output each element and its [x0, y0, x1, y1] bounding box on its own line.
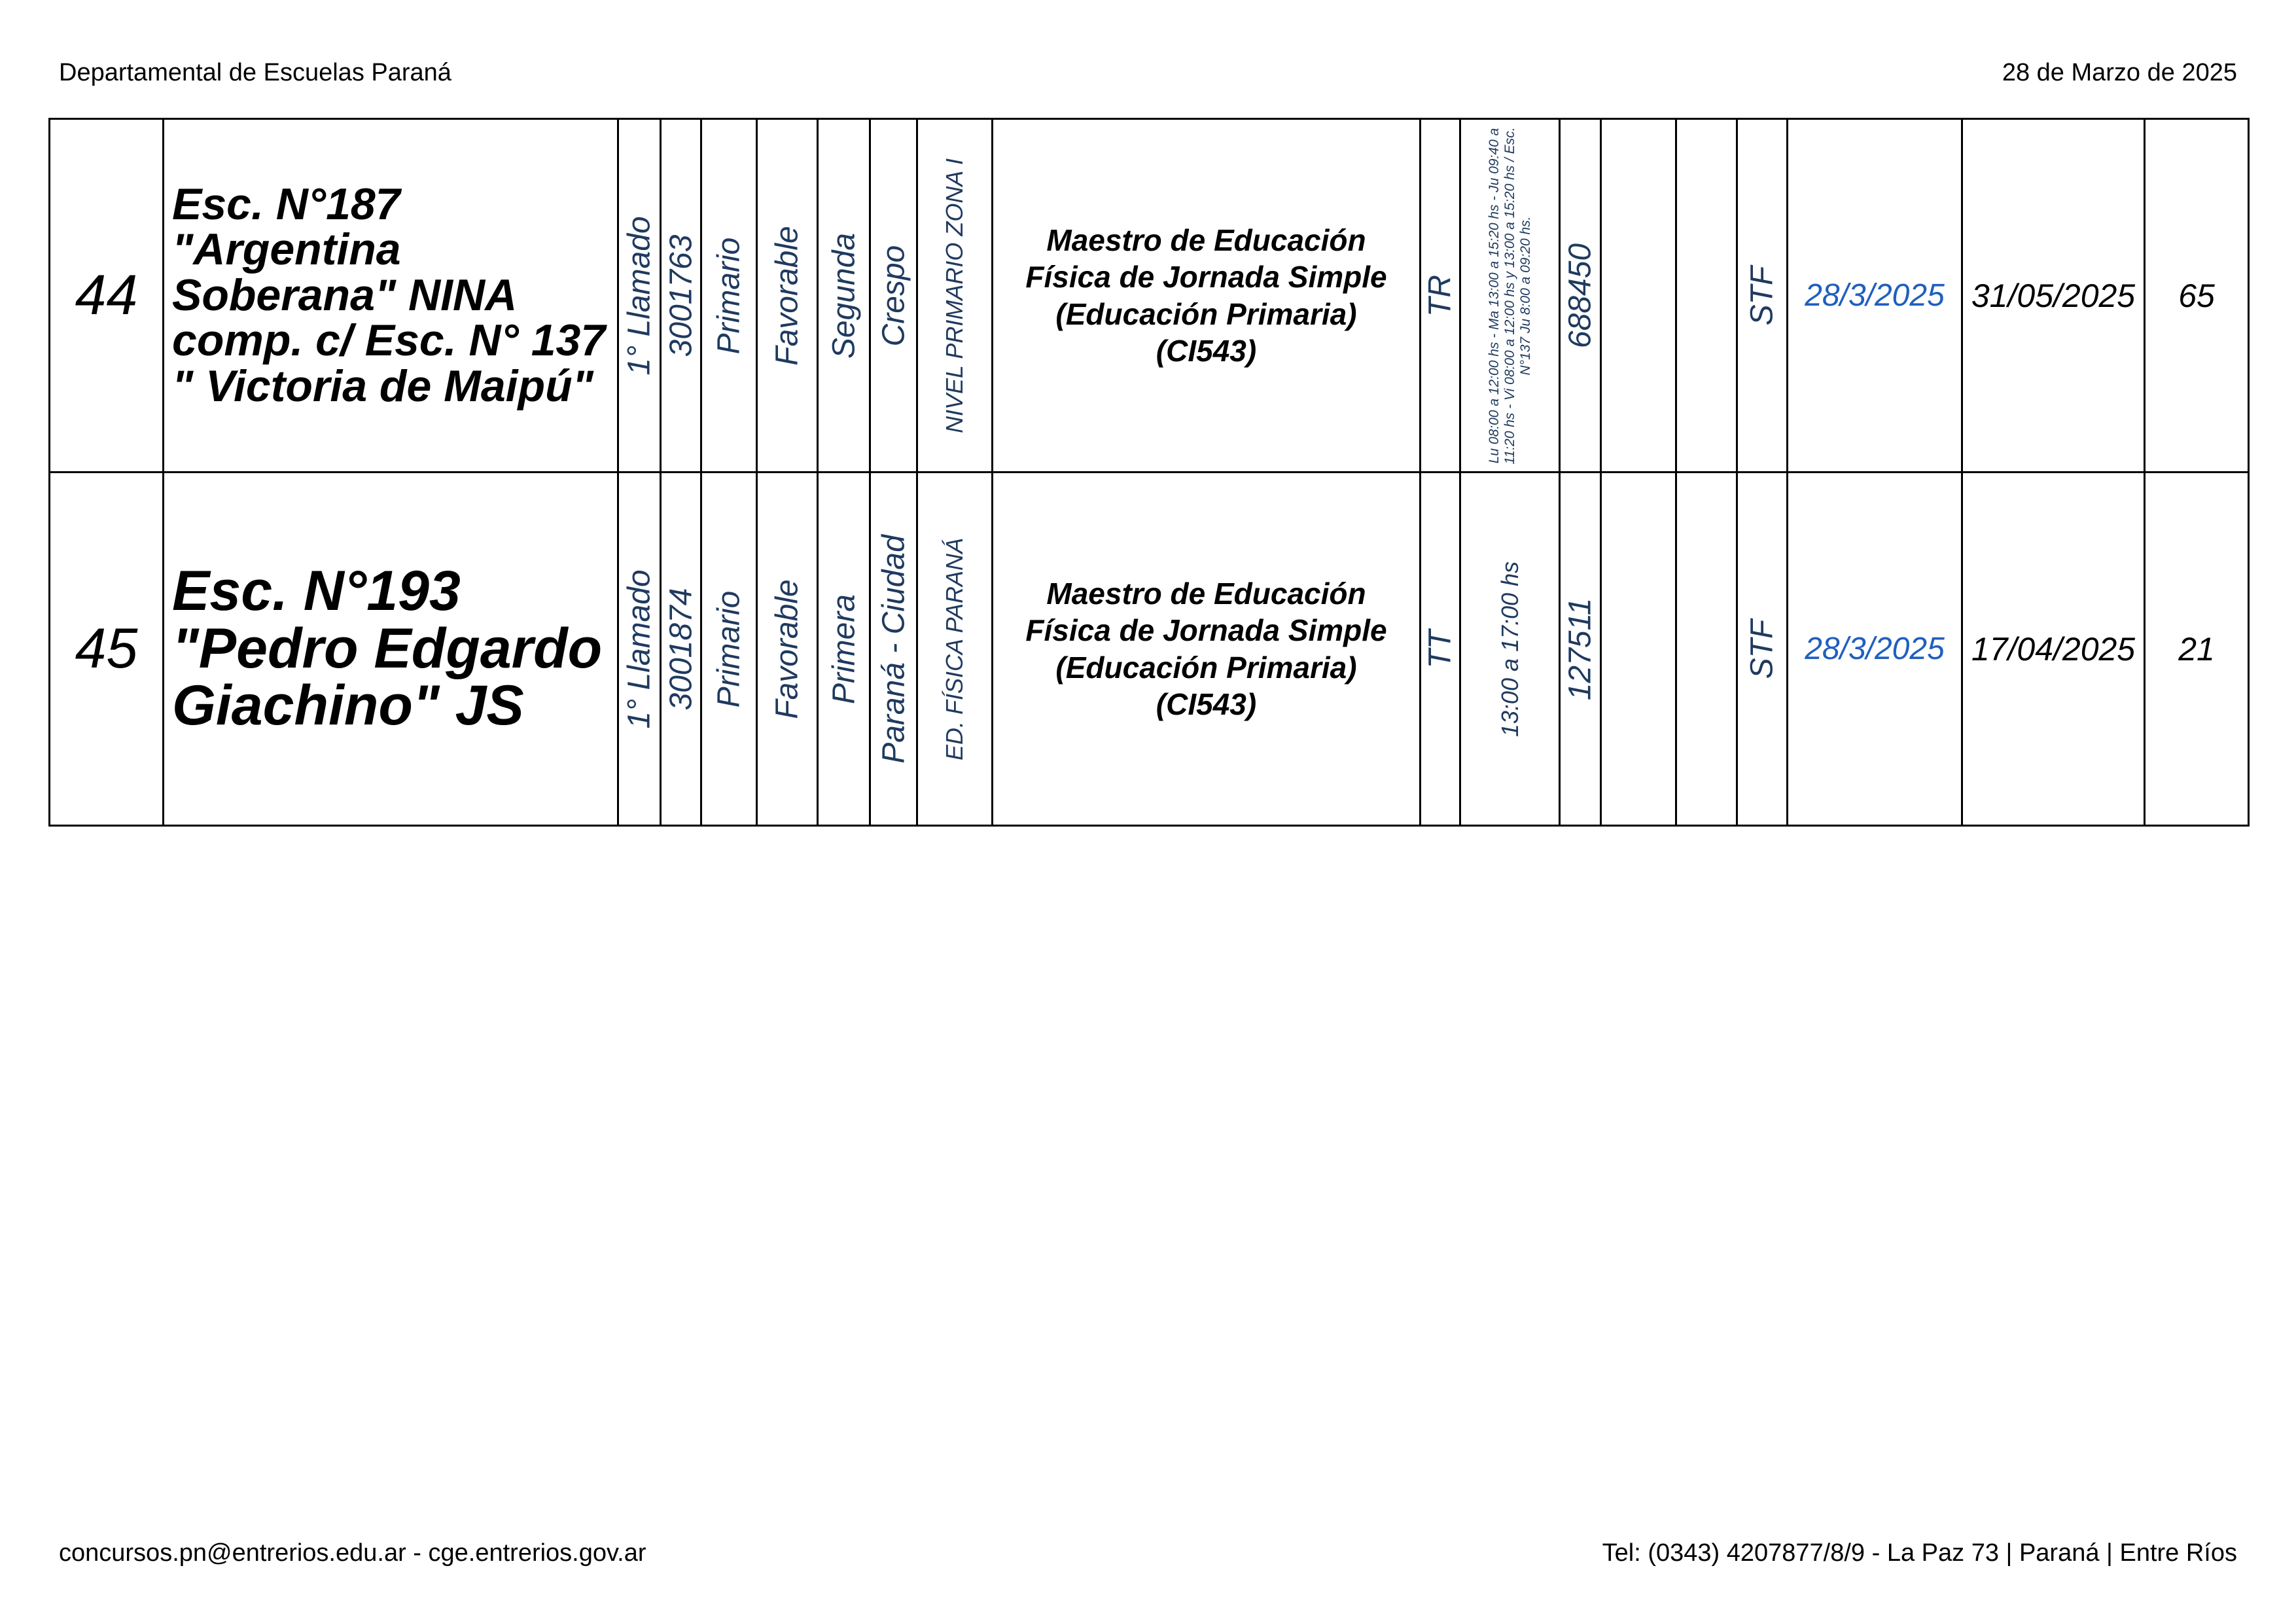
- id-number: 127511: [1563, 597, 1598, 700]
- empty-cell: [1601, 119, 1676, 473]
- zona: Favorable: [769, 579, 805, 719]
- footer-contact: concursos.pn@entrerios.edu.ar - cge.entrerios.gov.ar: [59, 1539, 646, 1567]
- llamado: 1° Llamado: [622, 569, 657, 729]
- cargo: Maestro de Educación Física de Jornada Simple (Educación Primaria) (CI543): [993, 473, 1421, 826]
- zona: Favorable: [769, 225, 805, 366]
- situacion: STF: [1744, 266, 1780, 325]
- area: NIVEL PRIMARIO ZONA I: [941, 158, 968, 433]
- llamado: 1° Llamado: [622, 215, 657, 376]
- fecha-desde: 28/3/2025: [1788, 119, 1962, 473]
- footer-address: Tel: (0343) 4207877/8/9 - La Paz 73 | Paraná | Entre Ríos: [1602, 1539, 2237, 1567]
- fecha-hasta: 31/05/2025: [1962, 119, 2145, 473]
- nivel: Primario: [711, 590, 747, 707]
- nivel: Primario: [711, 237, 747, 354]
- header-date: 28 de Marzo de 2025: [2002, 59, 2237, 86]
- categoria: Primera: [826, 594, 861, 704]
- code: 3001874: [663, 588, 698, 710]
- categoria: Segunda: [826, 232, 861, 359]
- localidad: Paraná - Ciudad: [876, 534, 911, 764]
- situacion: STF: [1744, 619, 1780, 679]
- school-name: Esc. N°193 "Pedro Edgardo Giachino" JS: [164, 473, 618, 826]
- horario: Lu 08:00 a 12:00 hs - Ma 13:00 a 15:20 hs - Ju 09:40 a 11:20 hs - Vi 08:00 a 12:00 hs y 13:00 a 15:20 hs / Esc. N°137 Ju 8:00 a 09:20 hs.: [1486, 126, 1533, 465]
- dias: 21: [2145, 473, 2249, 826]
- school-name: Esc. N°187 "Argentina Soberana" NINA comp. c/ Esc. N° 137 " Victoria de Maipú": [164, 119, 618, 473]
- id-number: 688450: [1563, 243, 1598, 348]
- localidad: Crespo: [876, 245, 911, 346]
- vacancy-table: [48, 118, 2250, 827]
- table-row: [50, 119, 2249, 473]
- horario: 13:00 a 17:00 hs: [1496, 561, 1523, 737]
- fecha-desde: 28/3/2025: [1788, 473, 1962, 826]
- cargo: Maestro de Educación Física de Jornada Simple (Educación Primaria) (CI543): [993, 119, 1421, 473]
- row-number: 44: [50, 119, 164, 473]
- table-row: [50, 473, 2249, 826]
- empty-cell: [1676, 473, 1737, 826]
- area: ED. FÍSICA PARANÁ: [941, 537, 968, 760]
- row-number: 45: [50, 473, 164, 826]
- empty-cell: [1676, 119, 1737, 473]
- empty-cell: [1601, 473, 1676, 826]
- code: 3001763: [663, 234, 698, 357]
- fecha-hasta: 17/04/2025: [1962, 473, 2145, 826]
- dias: 65: [2145, 119, 2249, 473]
- turno: TT: [1422, 630, 1458, 668]
- header-left: Departamental de Escuelas Paraná: [59, 59, 451, 86]
- turno: TR: [1422, 274, 1458, 317]
